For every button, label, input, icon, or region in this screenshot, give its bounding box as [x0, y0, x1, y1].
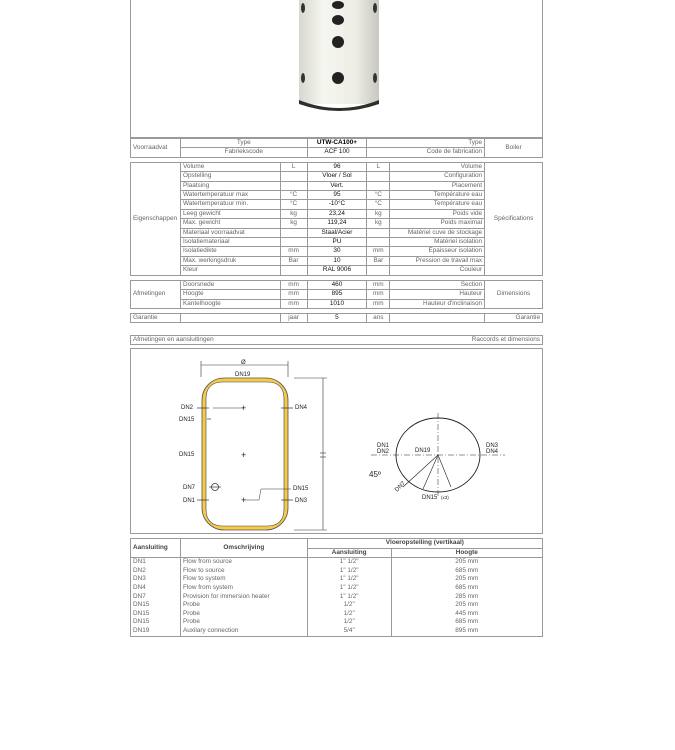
connection-description: Flow to system — [180, 575, 307, 584]
dimensions-group — [131, 280, 543, 308]
property-unit-2: Bar — [367, 256, 390, 265]
connection-row — [131, 567, 543, 576]
connection-code: DN1 — [131, 558, 181, 567]
property-unit-1 — [280, 172, 307, 181]
property-row — [131, 162, 543, 171]
property-value: -10°C — [307, 200, 367, 209]
property-label-nl: Isolatiedikte — [180, 247, 280, 256]
property-unit-2: °C — [367, 200, 390, 209]
property-group-label-fr: Spécifications — [485, 162, 543, 275]
property-label-fr: Poids vide — [390, 209, 485, 218]
property-unit-1 — [280, 266, 307, 275]
connection-size: 1/2" — [307, 618, 391, 627]
svg-text:+: + — [241, 450, 247, 460]
connection-height: 205 mm — [391, 558, 542, 567]
property-row — [131, 219, 543, 228]
property-unit-2 — [367, 172, 390, 181]
property-label-nl: Kleur — [180, 266, 280, 275]
svg-text:+: + — [241, 403, 247, 413]
dn3-top-text: DN3 — [486, 443, 499, 449]
property-unit-1: °C — [280, 191, 307, 200]
property-label-nl: Watertemperatuur max — [180, 191, 280, 200]
property-unit-2 — [367, 228, 390, 237]
connections-table — [130, 538, 543, 637]
code-label-fr: Code de fabrication — [367, 148, 485, 157]
connection-row — [131, 593, 543, 602]
connection-code: DN15 — [131, 601, 181, 610]
property-row — [131, 200, 543, 209]
dn1-label: DN1 — [183, 498, 196, 504]
dimension-unit-1: mm — [280, 280, 307, 289]
connection-description: Flow from source — [180, 558, 307, 567]
type-label-nl: Type — [180, 139, 307, 148]
property-label-fr: Epaisseur isolation — [390, 247, 485, 256]
dimension-label-nl: Kantelhoogte — [180, 299, 280, 308]
property-group-label-nl: Eigenschappen — [131, 162, 181, 275]
property-unit-1: mm — [280, 247, 307, 256]
dn15-lower-label: DN15 — [293, 486, 309, 492]
property-unit-1: kg — [280, 209, 307, 218]
property-value: 30 — [307, 247, 367, 256]
property-label-fr: Couleur — [390, 266, 485, 275]
dn2-label: DN2 — [181, 405, 194, 411]
col-sub-connection: Aansluiting — [307, 548, 391, 558]
property-value: Vert. — [307, 181, 367, 190]
code-value: ACF 100 — [307, 148, 367, 157]
connection-size: 1" 1/2" — [307, 567, 391, 576]
connections-body — [131, 558, 543, 636]
property-label-fr: Matériel cuve de stockage — [390, 228, 485, 237]
connection-row — [131, 558, 543, 567]
property-unit-2: L — [367, 162, 390, 171]
connection-size: 1" 1/2" — [307, 584, 391, 593]
dimension-label-fr: Hauteur — [390, 290, 485, 299]
property-label-fr: Pression de travail max — [390, 256, 485, 265]
dn2-top-text: DN2 — [377, 449, 390, 455]
property-label-fr: Placement — [390, 181, 485, 190]
connection-description: Flow from system — [180, 584, 307, 593]
property-label-nl: Plaatsing — [180, 181, 280, 190]
connection-row — [131, 618, 543, 627]
property-row — [131, 238, 543, 247]
dn4-label: DN4 — [295, 405, 308, 411]
col-floor-setup: Vloeropstelling (vertikaal) — [307, 539, 542, 549]
property-unit-1 — [280, 181, 307, 190]
property-value: RAL 9006 — [307, 266, 367, 275]
property-row — [131, 247, 543, 256]
connection-row — [131, 575, 543, 584]
property-label-nl: Isolatiemateriaal — [180, 238, 280, 247]
property-row — [131, 228, 543, 237]
property-label-nl: Watertemperatuur min. — [180, 200, 280, 209]
connection-code: DN15 — [131, 618, 181, 627]
product-photo-frame — [130, 0, 543, 138]
property-label-fr: Poids maximal — [390, 219, 485, 228]
dn15-mid-label: DN15 — [179, 452, 195, 458]
property-label-fr: Volume — [390, 162, 485, 171]
dimension-unit-2: mm — [367, 299, 390, 308]
dn2-top-label — [377, 449, 390, 455]
boiler-photo — [131, 0, 542, 137]
dimension-value: 460 — [307, 280, 367, 289]
connection-height: 895 mm — [391, 627, 542, 636]
warranty-unit-1: jaar — [280, 313, 307, 322]
spec-type-row — [131, 139, 543, 148]
dn4-top-label — [486, 449, 499, 455]
connection-size: 1" 1/2" — [307, 575, 391, 584]
property-unit-1: kg — [280, 219, 307, 228]
property-unit-2: °C — [367, 191, 390, 200]
dimension-label-nl: Hoogte — [180, 290, 280, 299]
dimension-row — [131, 299, 543, 308]
property-value: 10 — [307, 256, 367, 265]
property-label-fr: Température eau — [390, 200, 485, 209]
connection-description: Flow to source — [180, 567, 307, 576]
property-label-fr: Configuration — [390, 172, 485, 181]
property-value: 23,24 — [307, 209, 367, 218]
connection-size: 1/2" — [307, 610, 391, 619]
property-unit-2 — [367, 266, 390, 275]
dimension-group-label-fr: Dimensions — [485, 280, 543, 308]
connection-code: DN4 — [131, 584, 181, 593]
property-value: Vloer / Sol — [307, 172, 367, 181]
property-unit-2: kg — [367, 219, 390, 228]
dimension-drawing-frame — [130, 348, 543, 534]
dimension-label-fr: Hauteur d'inclinaison — [390, 299, 485, 308]
connection-height: 285 mm — [391, 593, 542, 602]
dn19-top-label: DN19 — [415, 448, 431, 454]
specifications-table — [130, 138, 543, 323]
warranty-row — [131, 313, 543, 322]
connection-row — [131, 584, 543, 593]
svg-text:+: + — [241, 495, 247, 505]
dn1-top-text: DN1 — [377, 443, 390, 449]
dimension-unit-1: mm — [280, 299, 307, 308]
spec-code-row — [131, 148, 543, 157]
dimension-row — [131, 280, 543, 289]
property-label-fr: Température eau — [390, 191, 485, 200]
dimension-label-nl: Doorsnede — [180, 280, 280, 289]
dn19-label: DN19 — [235, 372, 251, 378]
col-sub-height: Hoogte — [391, 548, 542, 558]
section-header-bar — [130, 335, 543, 345]
connection-code: DN2 — [131, 567, 181, 576]
dimension-value: 1010 — [307, 299, 367, 308]
property-row — [131, 266, 543, 275]
warranty-unit-2: ans — [367, 313, 390, 322]
property-label-nl: Leeg gewicht — [180, 209, 280, 218]
connection-code: DN19 — [131, 627, 181, 636]
dn15-top-label: DN15 — [422, 495, 438, 501]
col-connection: Aansluiting — [131, 539, 181, 558]
dimension-label-fr: Section — [390, 280, 485, 289]
property-unit-2 — [367, 238, 390, 247]
property-value: 95 — [307, 191, 367, 200]
code-label-nl: Fabriekscode — [180, 148, 307, 157]
section-title-fr: Raccords et dimensions — [471, 336, 540, 343]
property-row — [131, 256, 543, 265]
warranty-value: 5 — [307, 313, 367, 322]
connection-row — [131, 601, 543, 610]
property-unit-2: kg — [367, 209, 390, 218]
col-description: Omschrijving — [180, 539, 307, 558]
dn3-label: DN3 — [295, 498, 308, 504]
property-label-fr: Matériel isolation — [390, 238, 485, 247]
property-label-nl: Opstelling — [180, 172, 280, 181]
connection-code: DN3 — [131, 575, 181, 584]
type-label-fr: Type — [367, 139, 485, 148]
connection-height: 445 mm — [391, 610, 542, 619]
storage-label: Voorraadvat — [131, 139, 181, 158]
dn7-top-label: DN7 — [394, 480, 407, 494]
property-unit-2: mm — [367, 247, 390, 256]
property-value: Staal/Acier — [307, 228, 367, 237]
dimension-unit-1: mm — [280, 290, 307, 299]
property-row — [131, 209, 543, 218]
property-unit-1: L — [280, 162, 307, 171]
connection-code: DN7 — [131, 593, 181, 602]
boiler-label: Boiler — [485, 139, 543, 158]
warranty-label-nl: Garantie — [131, 313, 181, 322]
property-label-nl: Max. werkingsdruk — [180, 256, 280, 265]
x3-label: (x3) — [441, 495, 449, 500]
connection-size: 1" 1/2" — [307, 558, 391, 567]
tank-dimension-diagram — [131, 349, 542, 533]
dimension-unit-2: mm — [367, 280, 390, 289]
property-label-nl: Volume — [180, 162, 280, 171]
property-row — [131, 172, 543, 181]
connection-height: 685 mm — [391, 567, 542, 576]
property-row — [131, 191, 543, 200]
property-label-nl: Materiaal voorraadvat — [180, 228, 280, 237]
connection-row — [131, 627, 543, 636]
connection-height: 685 mm — [391, 618, 542, 627]
property-unit-1 — [280, 228, 307, 237]
dn15-upper-label: DN15 — [179, 417, 195, 423]
dn4-top-text: DN4 — [486, 449, 499, 455]
diameter-symbol: Ø — [241, 360, 246, 366]
property-unit-1: °C — [280, 200, 307, 209]
connection-description: Provision for immersion heater — [180, 593, 307, 602]
warranty-label-fr: Garantie — [485, 313, 543, 322]
connection-size: 1" 1/2" — [307, 593, 391, 602]
property-unit-1 — [280, 238, 307, 247]
connection-height: 205 mm — [391, 601, 542, 610]
connection-size: 5/4" — [307, 627, 391, 636]
property-value: PU — [307, 238, 367, 247]
connection-description: Probe — [180, 610, 307, 619]
connection-height: 685 mm — [391, 584, 542, 593]
property-value: 119,24 — [307, 219, 367, 228]
connection-code: DN15 — [131, 610, 181, 619]
connection-description: Probe — [180, 618, 307, 627]
section-title-nl: Afmetingen en aansluitingen — [133, 336, 214, 343]
connection-description: Probe — [180, 601, 307, 610]
properties-group — [131, 162, 543, 275]
dimension-group-label-nl: Afmetingen — [131, 280, 181, 308]
connection-size: 1/2" — [307, 601, 391, 610]
dimension-unit-2: mm — [367, 290, 390, 299]
property-row — [131, 181, 543, 190]
property-label-nl: Max. gewicht — [180, 219, 280, 228]
property-value: 96 — [307, 162, 367, 171]
property-unit-1: Bar — [280, 256, 307, 265]
angle-label: 45º — [369, 470, 381, 479]
connection-description: Auxilary connection — [180, 627, 307, 636]
property-unit-2 — [367, 181, 390, 190]
connection-row — [131, 610, 543, 619]
dn7-label: DN7 — [183, 485, 196, 491]
connection-height: 205 mm — [391, 575, 542, 584]
type-value: UTW-CA100+ — [307, 139, 367, 148]
dimension-value: 895 — [307, 290, 367, 299]
dimension-row — [131, 290, 543, 299]
